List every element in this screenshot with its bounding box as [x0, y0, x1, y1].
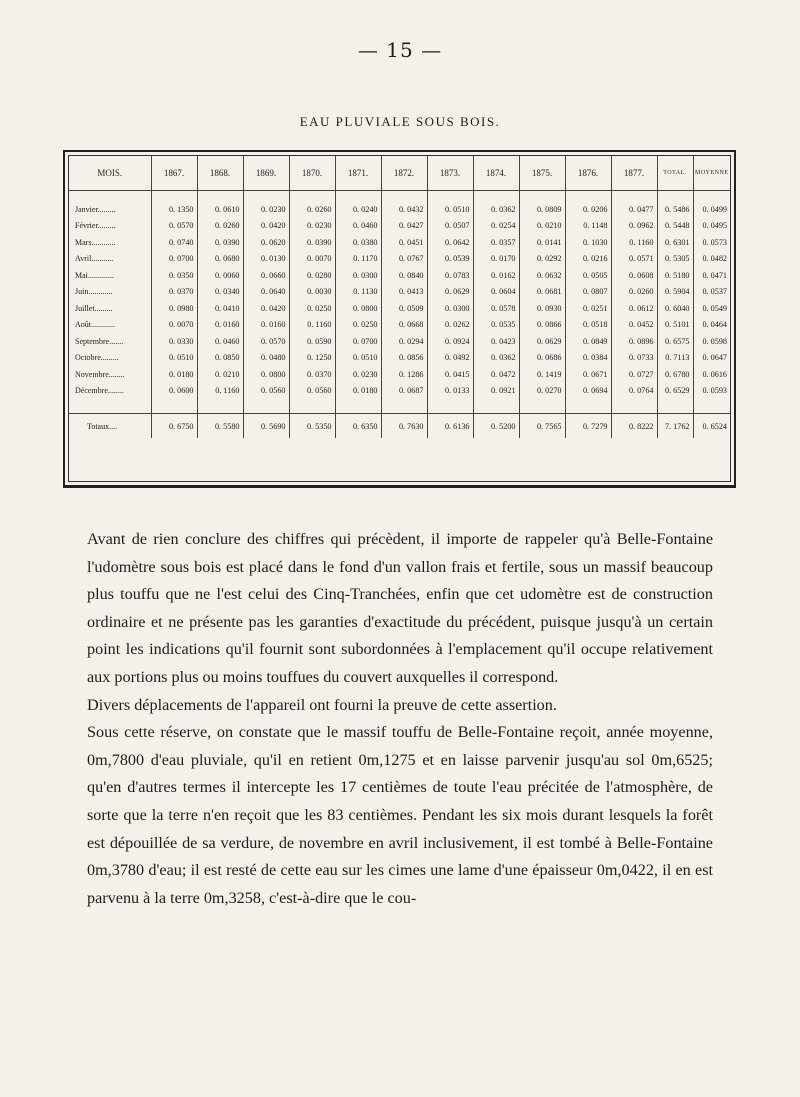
- table-cell: 0. 1170: [335, 251, 381, 268]
- column-header: 1868.: [197, 156, 243, 191]
- table-cell: 0. 0660: [243, 267, 289, 284]
- table-cell: 0. 0571: [611, 251, 657, 268]
- table-cell: 0. 0180: [151, 366, 197, 383]
- table-cell: 0. 0962: [611, 218, 657, 235]
- table-cell: 0. 0578: [473, 300, 519, 317]
- column-header: 1872.: [381, 156, 427, 191]
- table-cell: 0. 0510: [335, 350, 381, 367]
- table-cell: 0. 7113: [657, 350, 693, 367]
- table-cell: 0. 0590: [289, 333, 335, 350]
- table-cell: 0. 0980: [151, 300, 197, 317]
- table-cell: 0. 0640: [243, 284, 289, 301]
- total-cell: 0. 7630: [381, 414, 427, 439]
- table-cell: 0. 0420: [243, 300, 289, 317]
- month-label: Décembre........: [69, 383, 151, 400]
- table-row: [69, 317, 730, 334]
- table-header-row: [69, 156, 730, 191]
- table-cell: 0. 0930: [519, 300, 565, 317]
- table-cell: 0. 0570: [151, 218, 197, 235]
- table-cell: 0. 1030: [565, 234, 611, 251]
- table-row: [69, 251, 730, 268]
- table-cell: 0. 0700: [151, 251, 197, 268]
- spacer-cell: [565, 399, 611, 414]
- table-cell: 0. 1160: [611, 234, 657, 251]
- table-cell: 0. 0250: [335, 317, 381, 334]
- table-cell: 0. 0549: [702, 303, 727, 313]
- table-cell: 0. 0452: [611, 317, 657, 334]
- table-cell: 0. 0230: [243, 191, 289, 218]
- table-cell: 0. 0270: [519, 383, 565, 400]
- table-cell: 0. 0340: [197, 284, 243, 301]
- table-cell: 0. 0800: [243, 366, 289, 383]
- table-cell: 0. 0694: [565, 383, 611, 400]
- table-cell: 0. 0518: [565, 317, 611, 334]
- table-cell: 0. 0727: [611, 366, 657, 383]
- table-cell: 0. 0420: [243, 218, 289, 235]
- table-cell: 0. 0292: [519, 251, 565, 268]
- table-cell: 0. 0260: [289, 191, 335, 218]
- total-cell: 0. 5350: [289, 414, 335, 439]
- table-cell: 0. 0370: [151, 284, 197, 301]
- table-cell: 0. 0620: [243, 234, 289, 251]
- table-row: [69, 218, 730, 235]
- table-cell: 0. 5180: [657, 267, 693, 284]
- table-cell: 0. 0510: [427, 191, 473, 218]
- table-cell: 0. 1160: [197, 383, 243, 400]
- rainfall-table-frame: [63, 150, 736, 488]
- table-cell: 0. 0216: [565, 251, 611, 268]
- table-cell: 0. 5101: [657, 317, 693, 334]
- month-label: Août............: [69, 317, 151, 334]
- table-cell: 0. 0856: [381, 350, 427, 367]
- table-cell: 0. 0733: [611, 350, 657, 367]
- table-cell: 0. 0133: [427, 383, 473, 400]
- table-cell: 0. 0612: [611, 300, 657, 317]
- table-cell: 0. 0070: [289, 251, 335, 268]
- table-cell: 0. 0350: [151, 267, 197, 284]
- table-cell: 0. 0560: [243, 383, 289, 400]
- table-cell: 0. 0460: [197, 333, 243, 350]
- table-cell: 0. 1160: [289, 317, 335, 334]
- column-header: 1869.: [243, 156, 289, 191]
- table-cell: 0. 6780: [657, 366, 693, 383]
- total-cell: 0. 6750: [151, 414, 197, 439]
- total-cell: 0. 7565: [519, 414, 565, 439]
- table-cell: 0. 0783: [427, 267, 473, 284]
- month-label: Janvier.........: [69, 191, 151, 218]
- table-cell: 0. 0464: [702, 320, 727, 330]
- spacer-cell: [69, 399, 151, 414]
- table-cell: 0. 0380: [335, 234, 381, 251]
- table-cell: 0. 0924: [427, 333, 473, 350]
- spacer-cell: [519, 399, 565, 414]
- table-cell: 0. 0300: [427, 300, 473, 317]
- month-label: Juin............: [69, 284, 151, 301]
- spacer-cell: [381, 399, 427, 414]
- month-label: Mai.............: [69, 267, 151, 284]
- table-cell: 0. 0230: [335, 366, 381, 383]
- table-row: [69, 366, 730, 383]
- total-cell: 0. 5690: [243, 414, 289, 439]
- table-cell: 0. 0472: [473, 366, 519, 383]
- table-cell: 0. 0896: [611, 333, 657, 350]
- table-cell: 0. 1350: [151, 191, 197, 218]
- month-label: Avril...........: [69, 251, 151, 268]
- table-cell: 0. 0280: [289, 267, 335, 284]
- table-cell: 0. 0686: [519, 350, 565, 367]
- table-cell: 0. 0030: [289, 284, 335, 301]
- total-cell: 0. 6136: [427, 414, 473, 439]
- table-cell: 0. 0477: [611, 191, 657, 218]
- table-cell: 0. 5486: [657, 191, 693, 218]
- table-row: [69, 234, 730, 251]
- table-cell: 0. 0260: [197, 218, 243, 235]
- table-cell: 0. 0573: [702, 237, 727, 247]
- table-cell: 0. 1250: [289, 350, 335, 367]
- table-cell: 0. 0539: [427, 251, 473, 268]
- table-cell: 0. 0300: [335, 267, 381, 284]
- table-cell: 0. 0560: [289, 383, 335, 400]
- table-cell: 0. 0390: [197, 234, 243, 251]
- table-cell: 0. 0384: [565, 350, 611, 367]
- page-number: — 15 —: [357, 38, 443, 62]
- month-label: Septembre.......: [69, 333, 151, 350]
- table-cell: 0. 6575: [657, 333, 693, 350]
- table-cell: 0. 0764: [611, 383, 657, 400]
- total-cell: 7. 1762: [657, 414, 693, 439]
- table-row: [69, 267, 730, 284]
- table-cell: 0. 0413: [381, 284, 427, 301]
- table-cell: 0. 0492: [427, 350, 473, 367]
- spacer-cell: [427, 399, 473, 414]
- table-cell: 0. 0427: [381, 218, 427, 235]
- column-header: MOIS.: [69, 156, 151, 191]
- table-cell: 0. 0362: [473, 191, 519, 218]
- table-cell: 0. 0460: [335, 218, 381, 235]
- table-cell: 0. 0262: [427, 317, 473, 334]
- table-cell: 0. 5904: [657, 284, 693, 301]
- spacer-row: [69, 399, 730, 414]
- table-cell: 0. 0180: [335, 383, 381, 400]
- table-cell: 0. 6040: [657, 300, 693, 317]
- table-cell: 0. 0850: [197, 350, 243, 367]
- table-cell: 0. 0632: [519, 267, 565, 284]
- table-cell: 0. 0370: [289, 366, 335, 383]
- table-cell: 0. 0240: [335, 191, 381, 218]
- column-header: 1874.: [473, 156, 519, 191]
- table-cell: 0. 0254: [473, 218, 519, 235]
- table-cell: 0. 0800: [335, 300, 381, 317]
- table-cell: 0. 0390: [289, 234, 335, 251]
- table-cell: 0. 0505: [565, 267, 611, 284]
- table-cell: 0. 0423: [473, 333, 519, 350]
- month-label: Juillet.........: [69, 300, 151, 317]
- table-cell: 0. 0740: [151, 234, 197, 251]
- table-body: [69, 191, 730, 439]
- table-cell: 0. 1286: [381, 366, 427, 383]
- total-cell: 0. 7279: [565, 414, 611, 439]
- table-cell: 0. 0260: [611, 284, 657, 301]
- table-cell: 0. 0671: [565, 366, 611, 383]
- table-cell: 0. 0130: [243, 251, 289, 268]
- table-cell: 0. 0849: [565, 333, 611, 350]
- table-cell: 0. 0210: [197, 366, 243, 383]
- table-cell: 0. 0499: [702, 204, 727, 214]
- table-cell: 0. 0510: [151, 350, 197, 367]
- total-cell: 0. 6524: [693, 414, 730, 439]
- column-header: 1876.: [565, 156, 611, 191]
- table-cell: 0. 5448: [657, 218, 693, 235]
- table-cell: 0. 0537: [702, 287, 727, 297]
- table-cell: 0. 0629: [427, 284, 473, 301]
- table-cell: 0. 0535: [473, 317, 519, 334]
- table-row: [69, 300, 730, 317]
- table-cell: 0. 0410: [197, 300, 243, 317]
- column-header: 1870.: [289, 156, 335, 191]
- table-cell: 0. 0160: [197, 317, 243, 334]
- month-label: Mars............: [69, 234, 151, 251]
- total-row: [69, 414, 730, 439]
- table-cell: 0. 0482: [702, 254, 727, 264]
- column-header: 1871.: [335, 156, 381, 191]
- table-cell: 0. 0809: [519, 191, 565, 218]
- table-cell: 0. 0471: [702, 270, 727, 280]
- table-cell: 0. 0070: [151, 317, 197, 334]
- table-cell: 0. 0840: [381, 267, 427, 284]
- table-row: [69, 191, 730, 218]
- table-cell: 0. 0480: [243, 350, 289, 367]
- total-cell: 0. 6350: [335, 414, 381, 439]
- table-row: [69, 284, 730, 301]
- column-header: 1875.: [519, 156, 565, 191]
- table-cell: 0. 0230: [289, 218, 335, 235]
- column-header: 1873.: [427, 156, 473, 191]
- table-cell: 0. 0060: [197, 267, 243, 284]
- column-header: 1867.: [151, 156, 197, 191]
- spacer-cell: [693, 399, 730, 414]
- table-cell: 0. 6301: [657, 234, 693, 251]
- spacer-cell: [657, 399, 693, 414]
- table-row: [69, 383, 730, 400]
- table-cell: 0. 5305: [657, 251, 693, 268]
- spacer-cell: [243, 399, 289, 414]
- table-cell: 0. 0141: [519, 234, 565, 251]
- table-cell: 0. 0921: [473, 383, 519, 400]
- table-cell: 0. 0357: [473, 234, 519, 251]
- table-cell: 0. 0495: [702, 221, 727, 231]
- table-cell: 0. 0210: [519, 218, 565, 235]
- table-cell: 0. 0668: [381, 317, 427, 334]
- table-cell: 0. 0616: [702, 369, 727, 379]
- month-label: Février.........: [69, 218, 151, 235]
- table-cell: 0. 0570: [243, 333, 289, 350]
- column-header: TOTAL.: [657, 156, 693, 191]
- spacer-cell: [289, 399, 335, 414]
- table-cell: 0. 0294: [381, 333, 427, 350]
- table-cell: 0. 0415: [427, 366, 473, 383]
- spacer-cell: [197, 399, 243, 414]
- spacer-cell: [611, 399, 657, 414]
- table-cell: 0. 0647: [702, 353, 727, 363]
- section-title: EAU PLUVIALE SOUS BOIS.: [299, 114, 501, 129]
- table-row: [69, 333, 730, 350]
- table-cell: 0. 0451: [381, 234, 427, 251]
- table-cell: 0. 0432: [381, 191, 427, 218]
- table-cell: 0. 0600: [151, 383, 197, 400]
- table-cell: 0. 0251: [565, 300, 611, 317]
- table-cell: 0. 0866: [519, 317, 565, 334]
- table-cell: 0. 0206: [565, 191, 611, 218]
- table-cell: 0. 1148: [565, 218, 611, 235]
- table-cell: 0. 0250: [289, 300, 335, 317]
- paragraph: Divers déplacements de l'appareil ont fourni la preuve de cette assertion.: [87, 695, 557, 714]
- table-cell: 0. 0507: [427, 218, 473, 235]
- table-cell: 0. 0598: [702, 336, 727, 346]
- table-cell: 0. 0509: [381, 300, 427, 317]
- table-cell: 0. 0593: [702, 386, 727, 396]
- table-cell: 0. 0687: [381, 383, 427, 400]
- table-cell: 0. 6529: [657, 383, 693, 400]
- total-cell: 0. 8222: [611, 414, 657, 439]
- table-cell: 0. 0629: [519, 333, 565, 350]
- table-cell: 0. 1419: [519, 366, 565, 383]
- table-cell: 0. 0610: [197, 191, 243, 218]
- spacer-cell: [335, 399, 381, 414]
- total-cell: 0. 5200: [473, 414, 519, 439]
- table-cell: 0. 0767: [381, 251, 427, 268]
- table-cell: 0. 0700: [335, 333, 381, 350]
- spacer-cell: [151, 399, 197, 414]
- rainfall-table: [69, 156, 730, 438]
- spacer-cell: [473, 399, 519, 414]
- month-label: Octobre.........: [69, 350, 151, 367]
- table-cell: 0. 1130: [335, 284, 381, 301]
- table-cell: 0. 0680: [197, 251, 243, 268]
- table-row: [69, 350, 730, 367]
- total-label: Totaux....: [69, 414, 151, 439]
- column-header: MOYENNE: [693, 156, 730, 191]
- table-cell: 0. 0330: [151, 333, 197, 350]
- month-label: Novembre........: [69, 366, 151, 383]
- table-cell: 0. 0162: [473, 267, 519, 284]
- table-cell: 0. 0362: [473, 350, 519, 367]
- paragraph: Avant de rien conclure des chiffres qui précèdent, il importe de rappeler qu'à Belle-Fontaine l'udomètre sous bois est placé dans le fond d'un vallon frais et fertile, sous un massif beaucoup plus touffu que ne l'est celui des Cinq-Tranchées, enfin que cet udomètre est de construction ordinaire et ne présente pas les garanties d'exactitude du précédent, puisque jusqu'à un certain point les indications qu'il fournit sont subordonnées à l'emplacement qu'il occupe relativement aux portions plus ou moins touffues du couvert auxquelles il correspond.: [87, 530, 713, 686]
- table-cell: 0. 0608: [611, 267, 657, 284]
- body-text: [87, 526, 713, 912]
- paragraph: Sous cette réserve, on constate que le massif touffu de Belle-Fontaine reçoit, année moyenne, 0m,7800 d'eau pluviale, qu'il en retient 0m,1275 et en laisse parvenir jusqu'au sol 0m,6525; qu'en d'autres termes il intercepte les 17 centièmes de toute l'eau précitée de l'atmosphère, de sorte que la terre n'en reçoit que les 83 centièmes. Pendant les six mois durant lesquels la forêt est dépouillée de sa verdure, de novembre en avril inclusivement, il est tombé à Belle-Fontaine 0m,3780 d'eau; il est resté de cette eau sur les cimes une lame d'une épaisseur 0m,0422, il en est parvenu à la terre 0m,3258, c'est-à-dire que le cou-: [87, 723, 713, 907]
- table-cell: 0. 0642: [427, 234, 473, 251]
- column-header: 1877.: [611, 156, 657, 191]
- table-cell: 0. 0160: [243, 317, 289, 334]
- table-cell: 0. 0681: [519, 284, 565, 301]
- table-cell: 0. 0807: [565, 284, 611, 301]
- table-cell: 0. 0604: [473, 284, 519, 301]
- total-cell: 0. 5580: [197, 414, 243, 439]
- table-cell: 0. 0170: [473, 251, 519, 268]
